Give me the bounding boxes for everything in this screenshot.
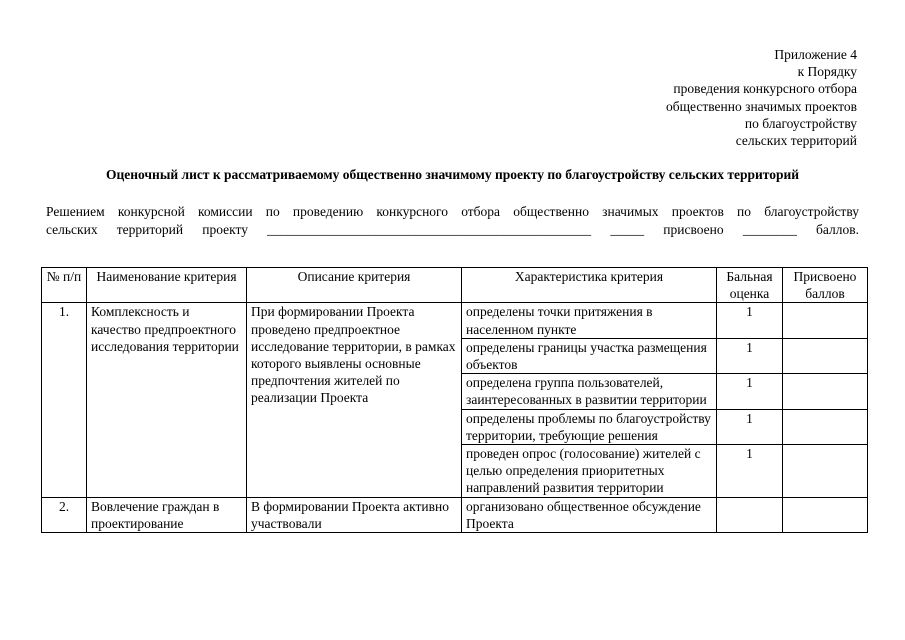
header-score: Бальная оценка xyxy=(717,268,783,303)
criterion-score: 1 xyxy=(717,338,783,373)
decision-line: Решением конкурсной комиссии по проведению конкурсного отбора общественно значимых проектов по благоустройству xyxy=(46,204,859,219)
header-description: Описание критерия xyxy=(247,268,462,303)
table-row xyxy=(42,497,868,532)
row-num: 2. xyxy=(42,497,87,532)
header-assigned: Присвоено баллов xyxy=(783,268,868,303)
assigned-score-cell[interactable] xyxy=(783,303,868,338)
criterion-description: При формировании Проекта проведено предпроектное исследование территории, в рамках которого выявлены основные предпочтения жителей по реализации Проекта xyxy=(247,303,462,497)
assigned-score-cell[interactable] xyxy=(783,374,868,409)
appendix-line: общественно значимых проектов xyxy=(666,98,857,114)
decision-paragraph xyxy=(46,203,859,238)
header-name: Наименование критерия xyxy=(87,268,247,303)
appendix-line: сельских территорий xyxy=(735,133,857,149)
criterion-score: 1 xyxy=(717,409,783,444)
row-num: 1. xyxy=(42,303,87,497)
criterion-name: Комплексность и качество предпроектного исследования территории xyxy=(87,303,247,497)
criterion-characteristic: проведен опрос (голосование) жителей с целью определения приоритетных направлений развития территории xyxy=(462,445,717,498)
header-num: № п/п xyxy=(42,268,87,303)
criterion-characteristic: организовано общественное обсуждение Проекта xyxy=(462,497,717,532)
criterion-characteristic: определены проблемы по благоустройству территории, требующие решения xyxy=(462,409,717,444)
criterion-score: 1 xyxy=(717,445,783,498)
criterion-name: Вовлечение граждан в проектирование xyxy=(87,497,247,532)
appendix-line: к Порядку xyxy=(797,64,857,80)
appendix-line: по благоустройству xyxy=(744,115,857,131)
assigned-score-cell[interactable] xyxy=(783,445,868,498)
header-characteristic: Характеристика критерия xyxy=(462,268,717,303)
decision-line: сельских территорий проекту ________________________________________________ _____ присвоено ________ баллов. xyxy=(46,221,859,237)
criterion-characteristic: определены точки притяжения в населенном пункте xyxy=(462,303,717,338)
table-row xyxy=(42,303,868,338)
appendix-block xyxy=(666,46,857,149)
criterion-score: 1 xyxy=(717,374,783,409)
criterion-description: В формировании Проекта активно участвовали xyxy=(247,497,462,532)
appendix-line: Приложение 4 xyxy=(774,47,857,62)
criterion-characteristic: определены границы участка размещения объектов xyxy=(462,338,717,373)
assigned-score-cell[interactable] xyxy=(783,338,868,373)
appendix-line: проведения конкурсного отбора xyxy=(673,81,857,97)
table-header-row xyxy=(42,268,868,303)
assigned-score-cell[interactable] xyxy=(783,409,868,444)
criterion-characteristic: определена группа пользователей, заинтересованных в развитии территории xyxy=(462,374,717,409)
criterion-score: 1 xyxy=(717,303,783,338)
assigned-score-cell[interactable] xyxy=(783,497,868,532)
criteria-table xyxy=(41,267,868,533)
document-title: Оценочный лист к рассматриваемому общественно значимому проекту по благоустройству сельских территорий xyxy=(105,167,800,182)
criterion-score xyxy=(717,497,783,532)
